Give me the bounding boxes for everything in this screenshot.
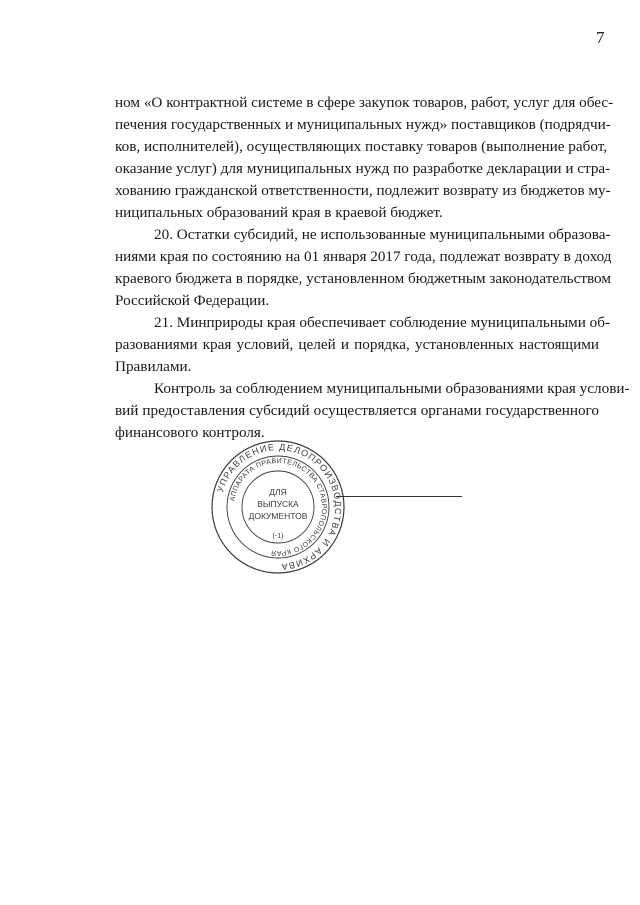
paragraph-continuation [115, 92, 614, 224]
text-line: 21. Минприроды края обеспечивает соблюдение муниципальными об- [154, 314, 611, 331]
text-line: ков, исполнителей), осуществляющих поставку товаров (выполнение работ, [115, 138, 608, 155]
paragraph-20 [115, 224, 612, 312]
text-line: оказание услуг) для муниципальных нужд по разработке декларации и стра- [115, 160, 611, 177]
text-line: ниципальных образований края в краевой бюджет. [115, 204, 443, 221]
seal-center-line: ДОКУМЕНТОВ [248, 511, 308, 521]
text-line: 20. Остатки субсидий, не использованные муниципальными образова- [154, 226, 611, 243]
official-seal [208, 437, 348, 577]
seal-outer-text: УПРАВЛЕНИЕ ДЕЛОПРОИЗВОДСТВА И АРХИВА [215, 441, 344, 573]
text-line: краевого бюджета в порядке, установленном бюджетным законодательством [115, 270, 611, 287]
signature-line [336, 496, 462, 497]
text-line: ном «О контрактной системе в сфере закупок товаров, работ, услуг для обес- [115, 94, 614, 111]
text-line: вий предоставления субсидий осуществляется органами государственного [115, 402, 599, 419]
text-line: печения государственных и муниципальных нужд» поставщиков (подрядчи- [115, 116, 611, 133]
page-number: 7 [596, 28, 605, 47]
text-line: Российской Федерации. [115, 292, 270, 309]
seal-number: (-1) [272, 533, 284, 540]
text-line: хованию гражданской ответственности, подлежит возврату из бюджетов му- [115, 182, 611, 199]
text-line: финансового контроля. [115, 424, 265, 441]
paragraph-21 [115, 312, 630, 444]
seal-center-line: ВЫПУСКА [257, 499, 299, 509]
text-line: Контроль за соблюдением муниципальными образованиями края услови- [154, 380, 630, 397]
text-line: Правилами. [115, 358, 192, 375]
text-line: ниями края по состоянию на 01 января 2017 года, подлежат возврату в доход [115, 248, 612, 265]
seal-inner-text: АППАРАТА ПРАВИТЕЛЬСТВА СТАВРОПОЛЬСКОГО КРАЯ [229, 457, 328, 557]
text-line: разованиями края условий, целей и порядка, установленных настоящими [115, 336, 599, 353]
seal-center-line: ДЛЯ [269, 487, 287, 497]
